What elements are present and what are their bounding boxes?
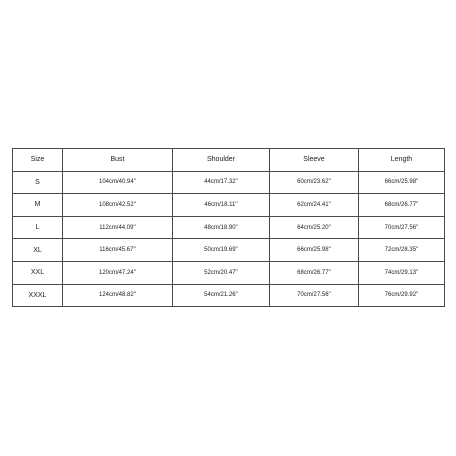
size-cell: L [13, 216, 63, 239]
table-row [13, 216, 445, 239]
column-header-shoulder: Shoulder [173, 149, 270, 172]
size-chart-table [12, 148, 445, 307]
shoulder-cell: 48cm/18.90'' [173, 216, 270, 239]
column-header-sleeve: Sleeve [270, 149, 359, 172]
bust-cell: 120cm/47.24'' [63, 261, 173, 284]
size-cell: XL [13, 239, 63, 262]
table-header-row [13, 149, 445, 172]
table-row [13, 171, 445, 194]
column-header-bust: Bust [63, 149, 173, 172]
size-cell: XXL [13, 261, 63, 284]
sleeve-cell: 68cm/26.77'' [270, 261, 359, 284]
bust-cell: 116cm/45.67'' [63, 239, 173, 262]
length-cell: 72cm/28.35'' [359, 239, 445, 262]
length-cell: 70cm/27.56'' [359, 216, 445, 239]
bust-cell: 108cm/42.52'' [63, 194, 173, 217]
length-cell: 74cm/29.13'' [359, 261, 445, 284]
table-row [13, 261, 445, 284]
sleeve-cell: 64cm/25.20'' [270, 216, 359, 239]
column-header-size: Size [13, 149, 63, 172]
shoulder-cell: 44cm/17.32'' [173, 171, 270, 194]
size-cell: M [13, 194, 63, 217]
size-cell: XXXL [13, 284, 63, 307]
table-row [13, 284, 445, 307]
sleeve-cell: 70cm/27.56'' [270, 284, 359, 307]
length-cell: 68cm/26.77'' [359, 194, 445, 217]
size-cell: S [13, 171, 63, 194]
sleeve-cell: 60cm/23.62'' [270, 171, 359, 194]
length-cell: 76cm/29.92'' [359, 284, 445, 307]
shoulder-cell: 52cm/20.47'' [173, 261, 270, 284]
sleeve-cell: 66cm/25.98'' [270, 239, 359, 262]
bust-cell: 104cm/40.94'' [63, 171, 173, 194]
shoulder-cell: 54cm/21.26'' [173, 284, 270, 307]
shoulder-cell: 50cm/19.69'' [173, 239, 270, 262]
table-row [13, 194, 445, 217]
column-header-length: Length [359, 149, 445, 172]
sleeve-cell: 62cm/24.41'' [270, 194, 359, 217]
length-cell: 66cm/25.98'' [359, 171, 445, 194]
bust-cell: 124cm/48.82'' [63, 284, 173, 307]
bust-cell: 112cm/44.09'' [63, 216, 173, 239]
table-row [13, 239, 445, 262]
shoulder-cell: 46cm/18.11'' [173, 194, 270, 217]
